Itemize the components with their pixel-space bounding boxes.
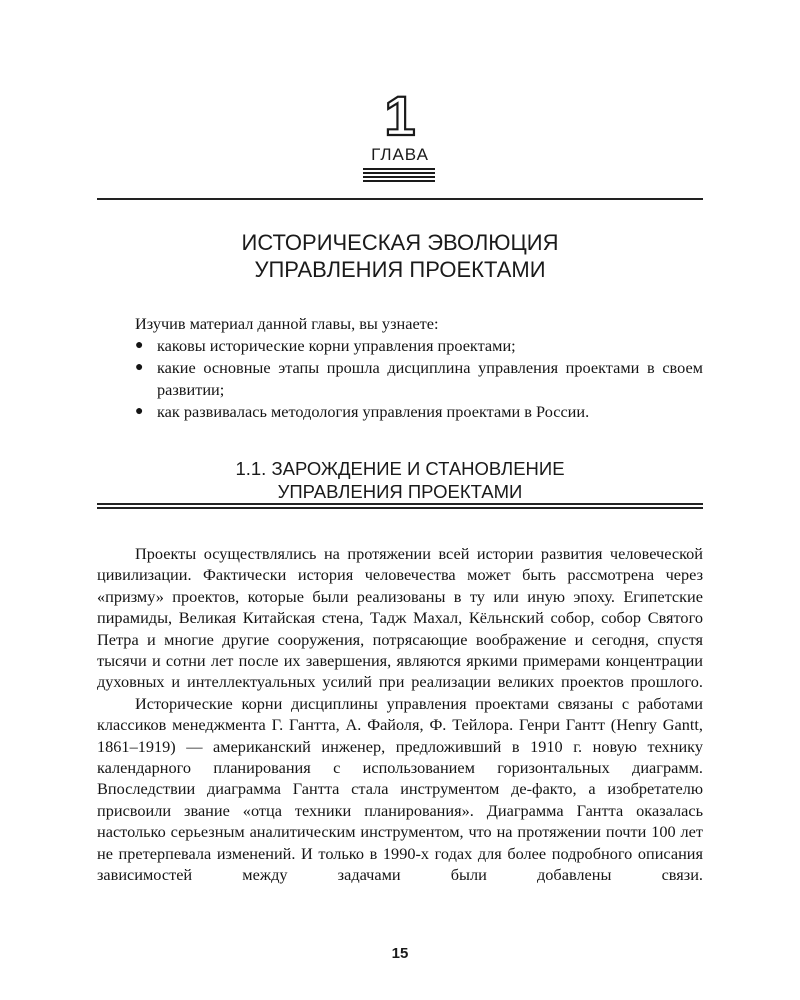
section-heading-line-2: УПРАВЛЕНИЯ ПРОЕКТАМИ — [277, 481, 523, 502]
paragraph: Проекты осуществлялись на протяжении всей истории развития человеческой цивилизации. Фактически история человечества может быть рассмотрена через «призму» проектов, которые были реализованы в ту или иную эпоху. Египетские пирамиды, Великая Китайская стена, Тадж Махал, Кёльнский собор, собор Святого Петра и многие другие сооружения, потрясающие воображение и сегодня, спустя тысячи и сотни лет после их завершения, являются яркими примерами концентрации духовных и интеллектуальных усилий при реализации великих проектов прошлого. — [97, 544, 703, 692]
section-heading — [97, 457, 703, 503]
objective-item — [135, 357, 703, 401]
objectives-lead: Изучив материал данной главы, вы узнаете: — [135, 314, 439, 333]
chapter-decorative-lines — [363, 168, 435, 184]
chapter-label: ГЛАВА — [371, 145, 429, 164]
objective-item — [135, 401, 703, 423]
objective-item — [135, 335, 703, 357]
objective-text: как развивалась методология управления проектами в России. — [157, 402, 590, 421]
learning-objectives — [135, 313, 703, 423]
objective-text: каковы исторические корни управления проектами; — [157, 336, 516, 355]
chapter-title — [97, 229, 703, 283]
body-text — [97, 543, 703, 886]
objective-text: какие основные этапы прошла дисциплина управления проектами в своем развитии; — [157, 358, 703, 399]
chapter-title-line-2: УПРАВЛЕНИЯ ПРОЕКТАМИ — [254, 257, 546, 282]
objectives-list — [135, 335, 703, 423]
chapter-divider — [97, 198, 703, 200]
paragraph: Исторические корни дисциплины управления проектами связаны с работами классиков менеджмента Г. Гантта, А. Файоля, Ф. Тейлора. Генри Гантт (Henry Gantt, 1861–1919) — американский инженер, предложивший в 1910 г. новую технику календарного планирования с использованием горизонтальных диаграмм. Впоследствии диаграмма Гантта стала инструментом де-факто, а изобретателю присвоили звание «отца техники планирования». Диаграмма Гантта оказалась настолько серьезным аналитическим инструментом, что на протяжении почти 100 лет не претерпевала изменений. И только в 1990-х годах для более подробного описания зависимостей между задачами были добавлены связи. — [97, 693, 703, 885]
section-heading-line-1: 1.1. ЗАРОЖДЕНИЕ И СТАНОВЛЕНИЕ — [235, 458, 565, 479]
section-divider — [97, 503, 703, 511]
chapter-number: 1 — [384, 84, 416, 147]
bullet-icon: ● — [135, 404, 144, 419]
page-number: 15 — [391, 945, 409, 962]
bullet-icon: ● — [135, 360, 144, 375]
bullet-icon: ● — [135, 338, 144, 353]
chapter-title-line-1: ИСТОРИЧЕСКАЯ ЭВОЛЮЦИЯ — [241, 230, 559, 255]
